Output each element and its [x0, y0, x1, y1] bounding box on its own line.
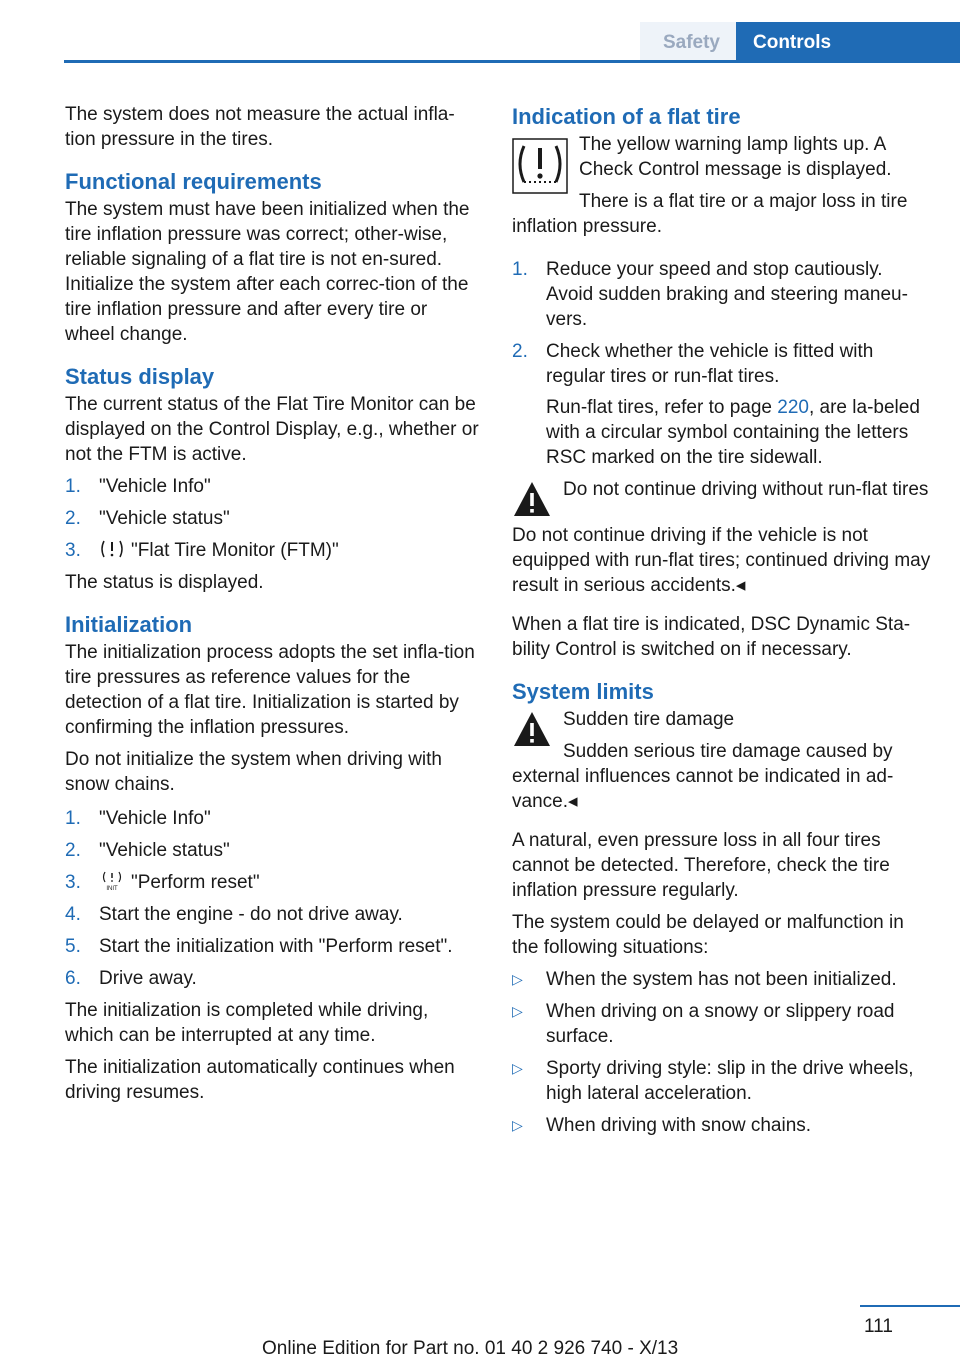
step-number: 2. [512, 341, 528, 362]
step-text: Reduce your speed and stop cautiously. Avoid sudden braking and steering maneu-vers. [546, 259, 908, 330]
tire-pressure-warning-icon [99, 539, 125, 559]
header-rule [64, 60, 960, 63]
page-header [0, 0, 960, 64]
init-text-2: Do not initialize the system when driving with snow chains. [65, 749, 443, 795]
bullet-text: When driving with snow chains. [546, 1115, 812, 1136]
heading-functional-requirements: Functional requirements [65, 169, 322, 194]
list-item [512, 999, 932, 1049]
list-item [65, 506, 480, 531]
list-item [65, 538, 480, 563]
runflat-warning-text: Do not continue driving if the vehicle is not equipped with run-flat tires; continued driving may result in serious accidents.◂ [512, 525, 931, 596]
init-text-1: The initialization process adopts the set infla-tion tire pressures as reference values for the detection of a flat tire. Initialization is started by confirming the inflation pressures. [65, 642, 475, 738]
left-column [65, 102, 480, 1112]
step-text: "Flat Tire Monitor (FTM)" [131, 540, 339, 561]
page-number: 111 [864, 1316, 893, 1337]
list-item [65, 474, 480, 499]
list-item [512, 1056, 932, 1106]
flat-cause-text: There is a flat tire or a major loss in tire [579, 191, 908, 212]
bullet-text: When the system has not been initialized. [546, 969, 897, 990]
tire-damage-text: Sudden serious tire damage caused by [563, 741, 893, 762]
tab-controls[interactable]: Controls [736, 22, 960, 62]
warning-lamp-text: The yellow warning lamp lights up. A Check Control message is displayed. [579, 134, 892, 180]
step-text: Drive away. [99, 968, 197, 989]
tire-damage-title: Sudden tire damage [563, 709, 735, 730]
step-text: "Vehicle status" [99, 508, 230, 529]
step-number: 1. [512, 259, 528, 280]
list-item [65, 902, 480, 927]
tab-safety[interactable]: Safety [640, 22, 736, 60]
list-item [512, 967, 932, 992]
step-text: "Vehicle Info" [99, 808, 211, 829]
edition-text: Online Edition for Part no. 01 40 2 926 740 - X/13 [262, 1338, 679, 1359]
list-item [65, 806, 480, 831]
warning-lamp-block [512, 132, 932, 214]
list-item [65, 838, 480, 863]
list-item [65, 934, 480, 959]
functional-text: The system must have been initialized when the tire inflation pressure was correct; other-wise, reliable signaling of a flat tire is not en-sured. Initialize the system after each correc-tion of the tire inflation pressure and after every tire or wheel change. [65, 199, 470, 345]
step-number: 3. [65, 872, 81, 893]
step-text: "Vehicle Info" [99, 476, 211, 497]
intro-text: The system does not measure the actual infla-tion pressure in the tires. [65, 104, 455, 150]
limits-text-2: The system could be delayed or malfunction in the following situations: [512, 912, 904, 958]
step-number: 2. [65, 840, 81, 861]
bullet-triangle-icon: ▷ [512, 1003, 523, 1019]
heading-initialization: Initialization [65, 612, 193, 637]
list-item [512, 1113, 932, 1138]
step-text: Start the initialization with "Perform reset". [99, 936, 453, 957]
bullet-triangle-icon: ▷ [512, 1117, 523, 1133]
dsc-text: When a flat tire is indicated, DSC Dynamic Sta-bility Control is switched on if necessary. [512, 614, 911, 660]
tire-pressure-warning-icon [512, 138, 568, 194]
limits-bullets [512, 967, 932, 1138]
runflat-warning-title: Do not continue driving without run-flat tires [563, 479, 929, 500]
flat-cause-text-cont: inflation pressure. [512, 216, 662, 237]
heading-flat-tire-indication: Indication of a flat tire [512, 104, 741, 129]
list-item [512, 257, 932, 332]
tire-init-icon [99, 871, 125, 891]
flat-steps [512, 257, 932, 470]
bullet-triangle-icon: ▷ [512, 971, 523, 987]
step-number: 4. [65, 904, 81, 925]
list-item [65, 870, 480, 895]
step-number: 3. [65, 540, 81, 561]
step-text: "Vehicle status" [99, 840, 230, 861]
init-after-1: The initialization is completed while driving, which can be interrupted at any time. [65, 1000, 429, 1046]
warning-triangle-icon [512, 709, 552, 749]
tire-damage-warning-block [512, 707, 932, 764]
bullet-text: When driving on a snowy or slippery road surface. [546, 1001, 895, 1047]
footer-rule [860, 1305, 960, 1307]
status-steps [65, 474, 480, 563]
heading-system-limits: System limits [512, 679, 654, 704]
right-column [512, 102, 932, 1145]
step-number: 6. [65, 968, 81, 989]
page-reference-link[interactable]: 220 [777, 397, 809, 418]
heading-status-display: Status display [65, 364, 215, 389]
bullet-triangle-icon: ▷ [512, 1060, 523, 1076]
init-steps [65, 806, 480, 991]
list-item [65, 966, 480, 991]
tire-damage-text-cont: external influences cannot be indicated in ad-vance.◂ [512, 766, 894, 812]
runflat-warning-block [512, 477, 932, 519]
step-text: "Perform reset" [131, 872, 260, 893]
step-text: Start the engine - do not drive away. [99, 904, 403, 925]
step-number: 1. [65, 808, 81, 829]
bullet-text: Sporty driving style: slip in the drive wheels, high lateral acceleration. [546, 1058, 914, 1104]
warning-triangle-icon [512, 479, 552, 519]
init-after-2: The initialization automatically continues when driving resumes. [65, 1057, 455, 1103]
status-after-text: The status is displayed. [65, 572, 264, 593]
runflat-text: Run-flat tires, refer to page 220, are la-beled with a circular symbol containing the letters RSC marked on the tire sidewall. [546, 397, 920, 468]
step-number: 5. [65, 936, 81, 957]
step-number: 1. [65, 476, 81, 497]
status-text: The current status of the Flat Tire Monitor can be displayed on the Control Display, e.g., whether or not the FTM is active. [65, 394, 479, 465]
limits-text-1: A natural, even pressure loss in all four tires cannot be detected. Therefore, check the tire inflation pressure regularly. [512, 830, 890, 901]
svg-text:INIT: INIT [106, 886, 118, 891]
list-item [512, 339, 932, 470]
step-text: Check whether the vehicle is fitted with regular tires or run-flat tires. [546, 341, 874, 387]
step-number: 2. [65, 508, 81, 529]
